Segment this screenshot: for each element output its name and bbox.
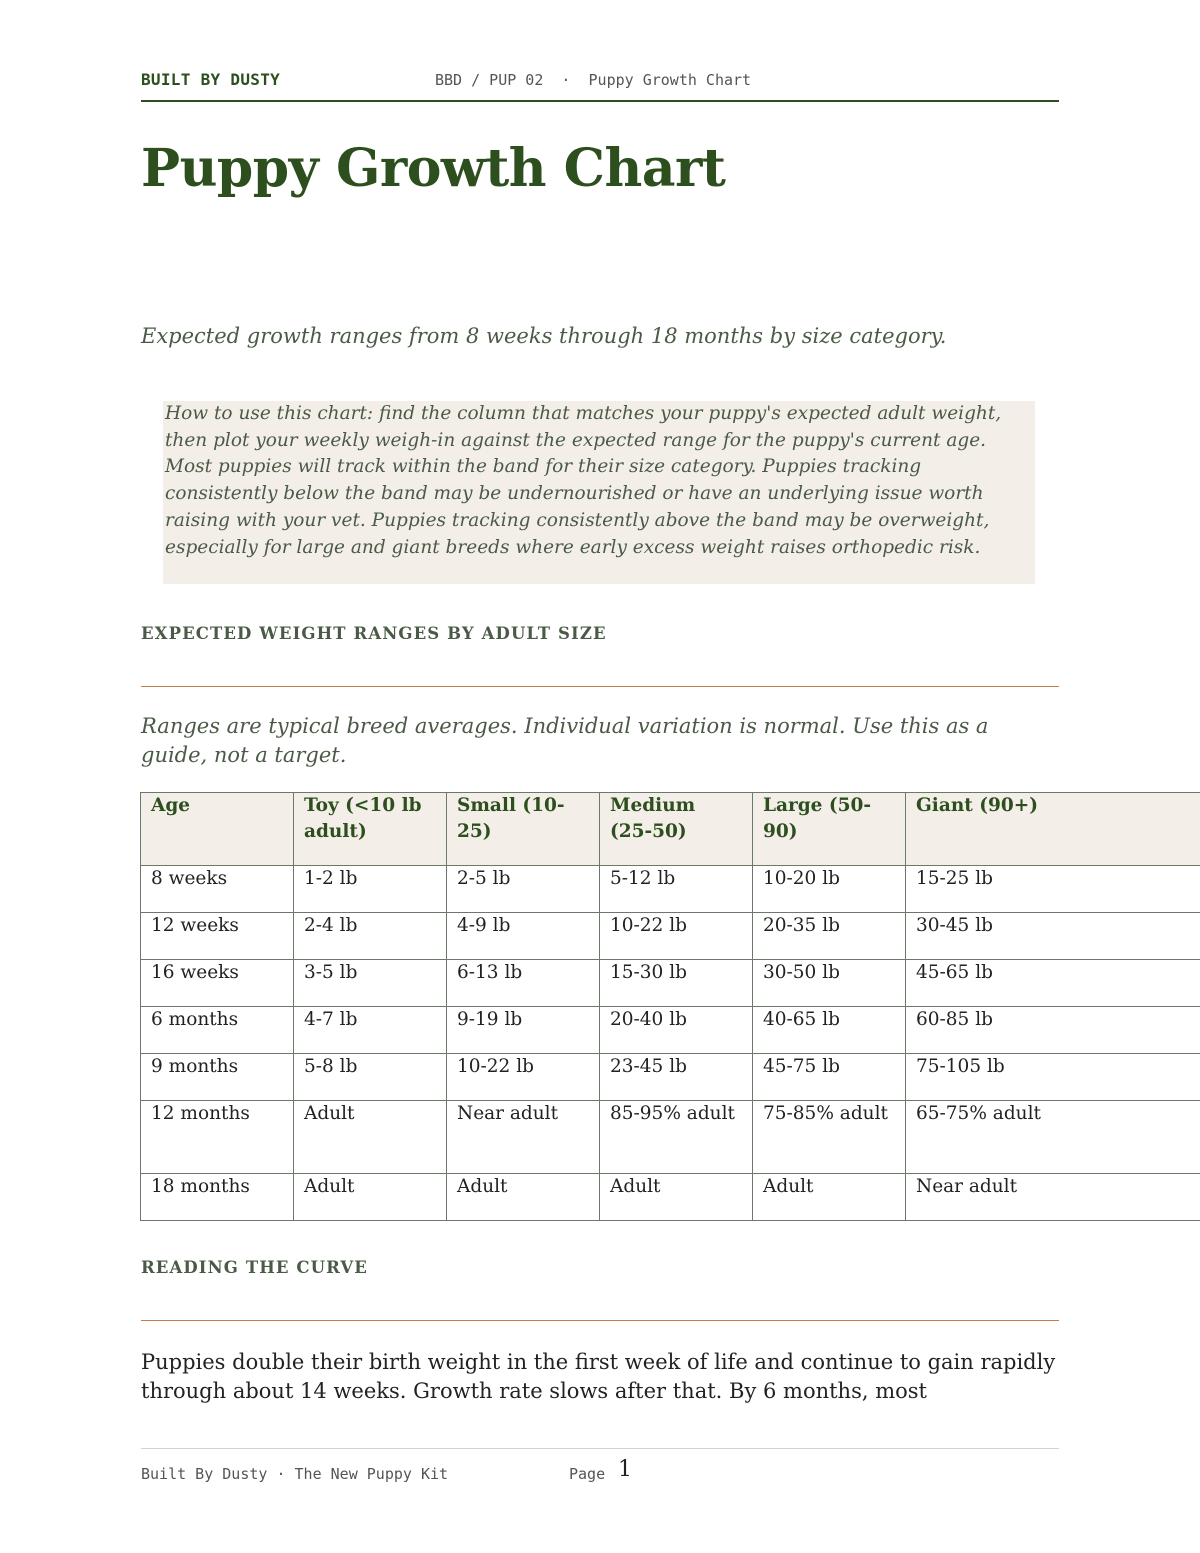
- table-age-cell: 6 months: [141, 1007, 294, 1054]
- section-divider: [141, 686, 1059, 687]
- table-cell: 45-65 lb: [906, 960, 1200, 1007]
- table-cell: 75-105 lb: [906, 1054, 1200, 1101]
- table-cell: 85-95% adult: [600, 1101, 753, 1174]
- table-header-cell: Toy (<10 lb adult): [294, 793, 447, 866]
- table-header-cell: Giant (90+): [906, 793, 1200, 866]
- table-cell: 45-75 lb: [753, 1054, 906, 1101]
- table-cell: Adult: [294, 1101, 447, 1174]
- table-age-cell: 8 weeks: [141, 866, 294, 913]
- table-age-cell: 12 weeks: [141, 913, 294, 960]
- table-row: [141, 1174, 1200, 1221]
- table-row: [141, 1054, 1200, 1101]
- table-cell: 65-75% adult: [906, 1101, 1200, 1174]
- table-cell: 5-8 lb: [294, 1054, 447, 1101]
- table-age-cell: 12 months: [141, 1101, 294, 1174]
- table-age-cell: 18 months: [141, 1174, 294, 1221]
- table-header-cell: Age: [141, 793, 294, 866]
- page-footer: [141, 1448, 1059, 1489]
- table-row: [141, 1101, 1200, 1174]
- table-cell: 30-45 lb: [906, 913, 1200, 960]
- page-header: [141, 70, 1059, 102]
- curve-paragraph: Puppies double their birth weight in the first week of life and continue to gain rapidly through about 14 weeks. Growth rate slows after that. By 6 months, most: [141, 1350, 1056, 1403]
- table-header-cell: Large (50-90): [753, 793, 906, 866]
- weight-ranges-table: [140, 792, 1200, 1221]
- table-cell: 2-5 lb: [447, 866, 600, 913]
- table-cell: Adult: [294, 1174, 447, 1221]
- section-divider: [141, 1320, 1059, 1321]
- footer-page-label: Page: [569, 1465, 606, 1483]
- footer-page-number: 1: [618, 1457, 632, 1482]
- section-heading-weight-ranges: EXPECTED WEIGHT RANGES BY ADULT SIZE: [141, 624, 607, 643]
- table-age-cell: 9 months: [141, 1054, 294, 1101]
- table-cell: 3-5 lb: [294, 960, 447, 1007]
- page-subtitle: Expected growth ranges from 8 weeks through 18 months by size category.: [141, 324, 947, 348]
- table-cell: 40-65 lb: [753, 1007, 906, 1054]
- table-row: [141, 866, 1200, 913]
- table-header-cell: Medium (25-50): [600, 793, 753, 866]
- table-cell: 20-35 lb: [753, 913, 906, 960]
- table-age-cell: 16 weeks: [141, 960, 294, 1007]
- table-row: [141, 960, 1200, 1007]
- page-title: Puppy Growth Chart: [141, 138, 726, 199]
- footer-credit: Built By Dusty · The New Puppy Kit: [141, 1465, 449, 1483]
- table-cell: 2-4 lb: [294, 913, 447, 960]
- brand-name: BUILT BY DUSTY: [141, 70, 281, 89]
- table-cell: Near adult: [447, 1101, 600, 1174]
- callout-text: How to use this chart: find the column that matches your puppy's expected adult weight, then plot your weekly weigh-in against the expected range for the puppy's current age. Most puppies will track within the band for their size category. Puppies tracking consistently below the band may be undernourished or have an underlying issue worth raising with your vet. Puppies tracking consistently above the band may be overweight, especially for large and giant breeds where early excess weight raises orthopedic risk.: [165, 403, 1002, 558]
- ranges-note: Ranges are typical breed averages. Individual variation is normal. Use this as a guide, not a target.: [141, 714, 989, 767]
- table-cell: 23-45 lb: [600, 1054, 753, 1101]
- table-cell: 60-85 lb: [906, 1007, 1200, 1054]
- table-cell: Adult: [447, 1174, 600, 1221]
- table-cell: 30-50 lb: [753, 960, 906, 1007]
- table-cell: 5-12 lb: [600, 866, 753, 913]
- table-cell: 1-2 lb: [294, 866, 447, 913]
- table-cell: 15-30 lb: [600, 960, 753, 1007]
- table-body: [141, 866, 1200, 1221]
- table-header-row: [141, 793, 1200, 866]
- table-cell: 4-7 lb: [294, 1007, 447, 1054]
- table-cell: Adult: [600, 1174, 753, 1221]
- table-cell: Adult: [753, 1174, 906, 1221]
- table-cell: 10-22 lb: [600, 913, 753, 960]
- table-cell: 6-13 lb: [447, 960, 600, 1007]
- document-reference: BBD / PUP 02 · Puppy Growth Chart: [435, 71, 752, 89]
- table-row: [141, 1007, 1200, 1054]
- table-cell: 75-85% adult: [753, 1101, 906, 1174]
- how-to-use-callout: [163, 401, 1035, 584]
- table-row: [141, 913, 1200, 960]
- table-cell: Near adult: [906, 1174, 1200, 1221]
- table-cell: 15-25 lb: [906, 866, 1200, 913]
- table-cell: 4-9 lb: [447, 913, 600, 960]
- table-header-cell: Small (10-25): [447, 793, 600, 866]
- section-heading-reading-curve: READING THE CURVE: [141, 1258, 368, 1277]
- table-cell: 10-22 lb: [447, 1054, 600, 1101]
- table-cell: 20-40 lb: [600, 1007, 753, 1054]
- table-cell: 9-19 lb: [447, 1007, 600, 1054]
- table-cell: 10-20 lb: [753, 866, 906, 913]
